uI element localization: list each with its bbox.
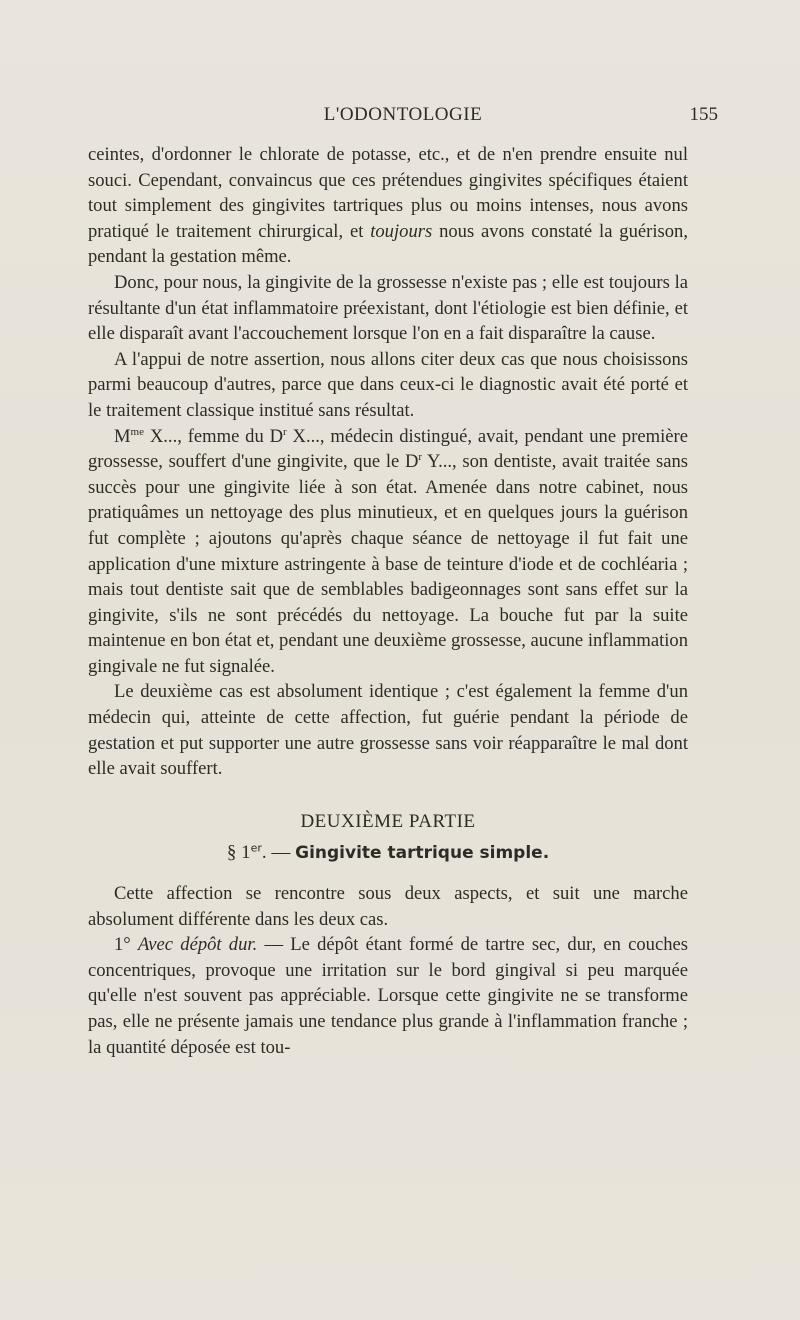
paragraph-7: 1° Avec dépôt dur. — Le dépôt étant formé de tartre sec, dur, en couches concentriques, provoque une irritation sur le bord gingival si peu marquée qu'elle n'est souvent pas appréciable. Lorsque cette gingivite ne se transforme pas, elle ne présente jamais une tendance plus grande à l'inflammation franche ; la quantité déposée est tou- xyxy=(88,934,688,1058)
page-header xyxy=(88,104,718,134)
body-text xyxy=(88,142,688,1060)
part-title: DEUXIÈME PARTIE xyxy=(300,810,476,832)
section-title: § 1er. — Gingivite tartrique simple. xyxy=(226,841,550,864)
paragraph-4: $M^{me}$ X..., femme du $D^r$ X..., médecin distingué, avait, pendant une première grossesse, souffert d'une gingivite, que le $D^r$ Y..., son dentiste, avait traitée sans succès pour une gingivite liée à son état. Amenée dans notre cabinet, nous pratiquâmes un nettoyage des plus minutieux, et en quelques jours la guérison fut complète ; ajoutons qu'après chaque séance de nettoyage il fut fait une application d'une mixture astringente à base de teinture d'iode et de cochléaria ; mais tout dentiste sait que de semblables badigeonnages sont sans effet sur la gingivite, s'ils ne sont précédés du nettoyage. La bouche fut par la suite maintenue en bon état et, pendant une deuxième grossesse, aucune inflammation gingivale ne fut signalée. xyxy=(88,425,689,677)
running-head: L'ODONTOLOGIE xyxy=(323,104,483,125)
paragraph-6: Cette affection se rencontre sous deux aspects, et suit une marche absolument différente dans les deux cas. xyxy=(88,883,688,930)
paragraph-2: Donc, pour nous, la gingivite de la grossesse n'existe pas ; elle est toujours la résultante d'un état inflammatoire préexistant, dont l'étiologie est bien définie, et elle disparaît avant l'accouchement lorsque l'on en a fait disparaître la cause. xyxy=(88,271,688,345)
page-number: 155 xyxy=(689,104,718,125)
paragraph-3: A l'appui de notre assertion, nous allons citer deux cas que nous choisissons parmi beaucoup d'autres, parce que dans ceux-ci le diagnostic avait été porté et le traitement classique institué sans résultat. xyxy=(88,348,688,421)
paragraph-5: Le deuxième cas est absolument identique ; c'est également la femme d'un médecin qui, atteinte de cette affection, fut guérie pendant la période de gestation et put supporter une autre grossesse sans voir réapparaître le mal dont elle avait souffert. xyxy=(88,681,688,780)
paragraph-1: ceintes, d'ordonner le chlorate de potasse, etc., et de n'en prendre ensuite nul souci. Cependant, convaincus que ces prétendues gingivites spécifiques étaient tout simplement des gingivites tartriques plus ou moins intenses, nous avons pratiqué le traitement chirurgical, et toujours nous avons constaté la guérison, pendant la gestation même. xyxy=(88,144,688,268)
